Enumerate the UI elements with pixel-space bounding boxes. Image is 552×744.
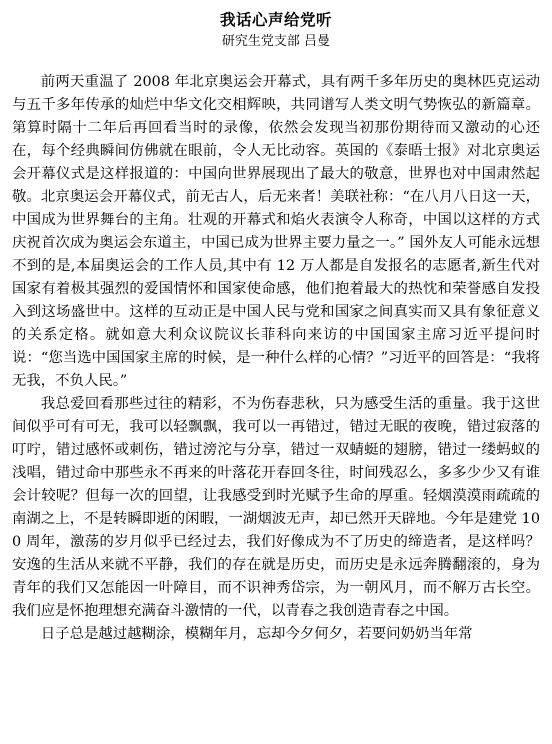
body-paragraph-3: 日子总是越过越糊涂，模糊年月，忘却今夕何夕，若要问奶奶当年常 [40, 626, 473, 642]
body-paragraph-1: 前两天重温了 2008 年北京奥运会开幕式，具有两千多年历史的奥林匹克运动与五千多年传承的灿烂中华文化交相辉映，共同谱写人类文明气势恢弘的新篇章。第算时隔十二年后再回看当时的录像，依然会发现当初那份期待而又激动的心还在，每个经典瞬间仿佛就在眼前，令人无比动容。英国的《泰晤士报》对北京奥运会开幕仪式是这样报道的：中国向世界展现出了最大的敬意，世界也对中国肃然起敬。北京奥运会开幕仪式，前无古人，后无来者！美联社称：“在八月八日这一天，中国成为世界舞台的主角。壮观的开幕式和焰火表演令人称奇，中国以这样的方式庆祝首次成为奥运会东道主，中国已成为世界主要力量之一。” 国外友人可能永远想不到的是,本届奥运会的工作人员,其中有 12 万人都是自发报名的志愿者,新生代对国家有着极其强烈的爱国情怀和国家使命感，他们抱着最大的热忱和荣誉感自发投入到这场盛世中。这样的互动正是中国人民与党和国家之间真实而又具有象征意义的关系定格。就如意大利众议院议长菲科向来访的中国国家主席习近平提问时说：“您当选中国国家主席的时候，是一种什么样的心情？”习近平的回答是：“我将无我，不负人民。” [12, 74, 540, 389]
author-byline: 研究生党支部 吕曼 [221, 34, 331, 49]
body-paragraph-2: 我总爱回看那些过往的精彩，不为伤春悲秋，只为感受生活的重量。我于这世间似乎可有可无，我可以轻飘飘，我可以一再错过，错过无眠的夜晚，错过寂落的叮咛，错过感怀或刺伤，错过滂沱与分享，错过一双蜻蜓的翅膀，错过一缕蚂蚁的浅唱，错过命中那些永不再来的叶落花开春回冬往，时间残忍么，多多少少又有谁会计较呢？但每一次的回望，让我感受到时光赋予生命的厚重。轻烟漠漠雨疏疏的南湖之上，不是转瞬即逝的闲暇，一湖烟波无声，却已然开天辟地。今年是建党 100 周年，激荡的岁月似乎已经过去，我们好像成为不了历史的缔造者，是这样吗？安逸的生活从来就不平静，我们的存在就是历史，而历史是永远奔腾翻滚的，身为青年的我们又怎能因一叶障目，而不识神秀岱宗，为一朝风月，而不解万古长空。我们应是怀抱理想充满奋斗激情的一代，以青春之我创造青春之中国。 [12, 396, 540, 619]
article-title: 我话心声给党听 [219, 11, 332, 29]
article-body [12, 71, 540, 646]
